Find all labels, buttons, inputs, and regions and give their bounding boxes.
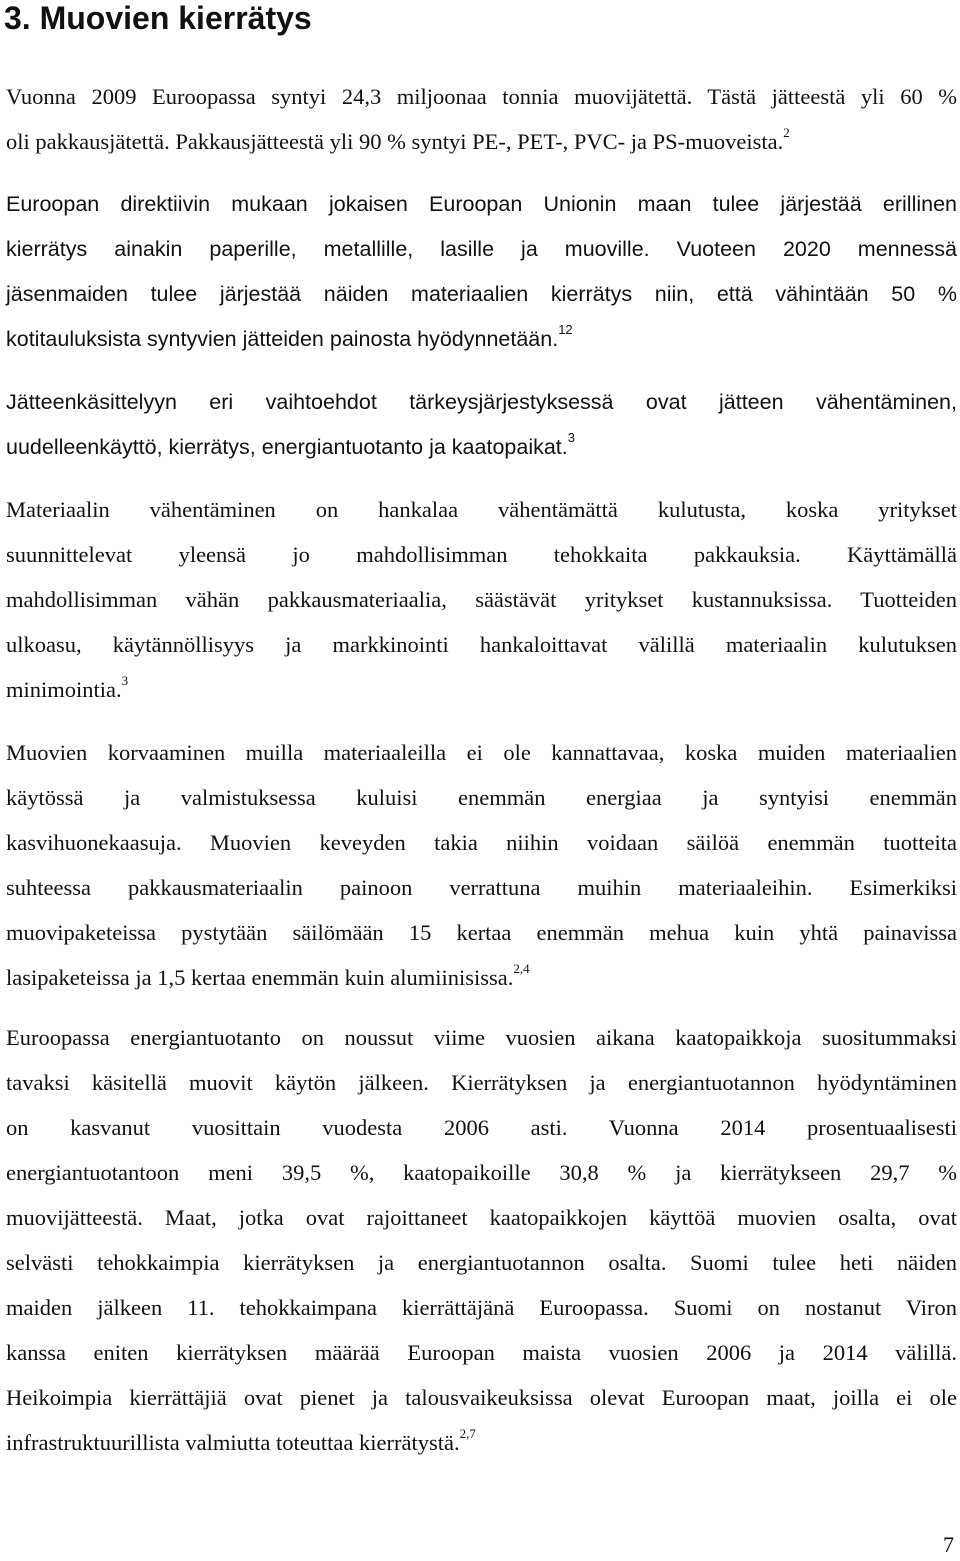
paragraph-4: [6, 487, 957, 712]
text-line: energiantuotantoon meni 39,5 %, kaatopaikoille 30,8 % ja kierrätykseen 29,7 %: [6, 1160, 957, 1185]
paragraph-1: [6, 74, 957, 164]
paragraph-5: [6, 730, 957, 1000]
footnote-ref: 3: [121, 672, 129, 688]
text-line: Materiaalin vähentäminen on hankalaa vähentämättä kulutusta, koska yritykset: [6, 497, 957, 522]
text-line: kotitauluksista syntyvien jätteiden painosta hyödynnetään.$^{12}$: [6, 321, 573, 351]
text-line: maiden jälkeen 11. tehokkaimpana kierrättäjänä Euroopassa. Suomi on nostanut Viron: [6, 1295, 957, 1320]
text-line: kanssa eniten kierrätyksen määrää Euroopan maista vuosien 2006 ja 2014 välillä.: [6, 1340, 957, 1365]
text-line: selvästi tehokkaimpia kierrätyksen ja energiantuotannon osalta. Suomi tulee heti näiden: [6, 1250, 957, 1275]
text-line: Euroopan direktiivin mukaan jokaisen Euroopan Unionin maan tulee järjestää erillinen: [6, 192, 957, 216]
text-line: jäsenmaiden tulee järjestää näiden materiaalien kierrätys niin, että vähintään 50 %: [6, 282, 957, 306]
section-heading: 3. Muovien kierrätys: [4, 0, 312, 36]
text-line: on kasvanut vuosittain vuodesta 2006 asti. Vuonna 2014 prosentuaalisesti: [6, 1115, 957, 1140]
paragraph-3: [6, 380, 957, 470]
text-line: Vuonna 2009 Euroopassa syntyi 24,3 miljoonaa tonnia muovijätettä. Tästä jätteestä yli 60 %: [6, 84, 957, 109]
text-line: kierrätys ainakin paperille, metallille, lasille ja muoville. Vuoteen 2020 mennessä: [6, 237, 957, 261]
footnote-ref: 3: [567, 429, 575, 445]
footnote-ref: 2: [783, 124, 790, 140]
text-line: muovipaketeissa pystytään säilömään 15 kertaa enemmän mehua kuin yhtä painavissa: [6, 920, 957, 945]
text-line: suhteessa pakkausmateriaalin painoon verrattuna muihin materiaaleihin. Esimerkiksi: [6, 875, 957, 900]
text-line: ulkoasu, käytännöllisyys ja markkinointi hankaloittavat välillä materiaalin kulutuksen: [6, 632, 957, 657]
text-line: uudelleenkäyttö, kierrätys, energiantuotanto ja kaatopaikat.$^3$: [6, 429, 575, 459]
text-line: tavaksi käsitellä muovit käytön jälkeen. Kierrätyksen ja energiantuotannon hyödyntäminen: [6, 1070, 957, 1095]
text-line: suunnittelevat yleensä jo mahdollisimman tehokkaita pakkauksia. Käyttämällä: [6, 542, 957, 567]
text-line: Heikoimpia kierrättäjiä ovat pienet ja talousvaikeuksissa olevat Euroopan maat, joilla ei ole: [6, 1385, 957, 1410]
paragraph-6: [6, 1015, 957, 1465]
text-line: oli pakkausjätettä. Pakkausjätteestä yli 90 % syntyi PE-, PET-, PVC- ja PS-muoveista.$^2$: [6, 124, 790, 154]
footnote-ref: 12: [558, 321, 573, 337]
text-line: minimointia.$^3$: [6, 672, 129, 702]
footnote-ref: 2,7: [459, 1425, 476, 1441]
text-line: Jätteenkäsittelyyn eri vaihtoehdot tärkeysjärjestyksessä ovat jätteen vähentäminen,: [6, 390, 957, 414]
text-line: mahdollisimman vähän pakkausmateriaalia, säästävät yritykset kustannuksissa. Tuotteiden: [6, 587, 957, 612]
text-line: Euroopassa energiantuotanto on noussut viime vuosien aikana kaatopaikkoja suositummaksi: [6, 1025, 957, 1050]
text-line: kasvihuonekaasuja. Muovien keveyden takia niihin voidaan säilöä enemmän tuotteita: [6, 830, 957, 855]
page-number: 7: [943, 1532, 954, 1557]
text-line: infrastruktuurillista valmiutta toteuttaa kierrätystä.$^{2,7}$: [6, 1425, 476, 1455]
text-line: lasipaketeissa ja 1,5 kertaa enemmän kuin alumiinisissa.$^{2,4}$: [6, 960, 530, 990]
text-line: Muovien korvaaminen muilla materiaaleilla ei ole kannattavaa, koska muiden materiaalien: [6, 740, 957, 765]
paragraph-2: [6, 182, 957, 362]
text-line: käytössä ja valmistuksessa kuluisi enemmän energiaa ja syntyisi enemmän: [6, 785, 957, 810]
text-line: muovijätteestä. Maat, jotka ovat rajoittaneet kaatopaikkojen käyttöä muovien osalta, ovat: [6, 1205, 957, 1230]
footnote-ref: 2,4: [513, 960, 530, 976]
